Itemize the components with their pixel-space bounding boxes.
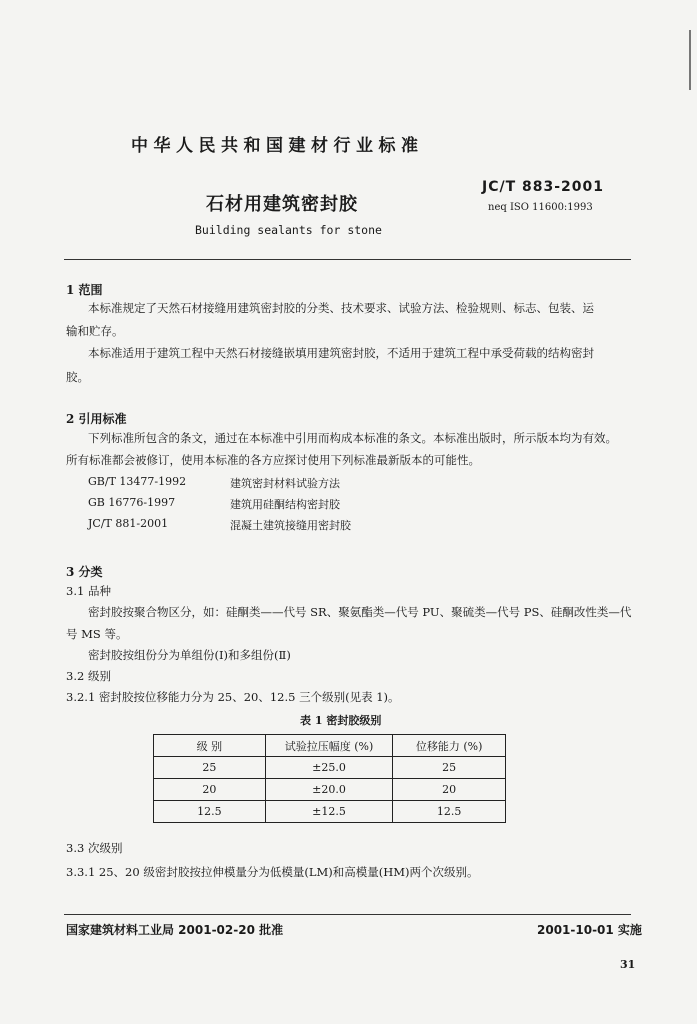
organization-title: 中华人民共和国建材行业标准	[131, 136, 424, 156]
standard-reference: neq ISO 11600:1993	[488, 202, 593, 213]
subsection-3-3-1: 3.3.1 25、20 级密封胶按拉伸模量分为低模量(LM)和高模量(HM)两个次级别。	[66, 865, 479, 879]
table-cell: 12.5	[393, 801, 506, 823]
section2-heading: 2 引用标准	[66, 412, 127, 426]
issuer-approval: 国家建筑材料工业局 2001-02-20 批准	[66, 923, 284, 937]
table-cell: ±12.5	[265, 801, 393, 823]
section3-heading: 3 分类	[66, 565, 103, 579]
header-divider	[64, 259, 631, 260]
table-cell: ±20.0	[265, 779, 393, 801]
subsection-3-1-p2: 密封胶按组份分为单组份(Ⅰ)和多组份(Ⅱ)	[88, 648, 291, 662]
section1-p2-line2: 胶。	[66, 370, 89, 384]
subsection-3-3: 3.3 次级别	[66, 841, 123, 855]
page-number: 31	[620, 958, 636, 971]
footer-divider	[64, 914, 631, 915]
ref-code-1: GB/T 13477-1992	[88, 475, 187, 488]
ref-code-3: JC/T 881-2001	[88, 517, 169, 530]
subsection-3-1-p1-line1: 密封胶按聚合物区分，如：硅酮类——代号 SR、聚氨酯类—代号 PU、聚硫类—代号 PS、硅酮改性类—代	[88, 605, 632, 619]
section1-heading: 1 范围	[66, 283, 103, 297]
table-header-cell: 级 别	[154, 735, 266, 757]
section2-p1-line1: 下列标准所包含的条文，通过在本标准中引用而构成本标准的条文。本标准出版时，所示版本均为有效。	[88, 431, 617, 445]
document-title-cn: 石材用建筑密封胶	[206, 194, 358, 215]
section1-p2-line1: 本标准适用于建筑工程中天然石材接缝嵌填用建筑密封胶，不适用于建筑工程中承受荷载的结构密封	[88, 346, 594, 360]
table-header-cell: 试验拉压幅度 (%)	[265, 735, 393, 757]
table-cell: 25	[154, 757, 266, 779]
table-header-row	[154, 735, 506, 757]
table-cell: 25	[393, 757, 506, 779]
effective-date: 2001-10-01 实施	[537, 923, 642, 937]
ref-name-1: 建筑密封材料试验方法	[230, 477, 340, 490]
table-caption: 表 1 密封胶级别	[300, 714, 382, 727]
subsection-3-2: 3.2 级别	[66, 669, 111, 683]
table-header-cell: 位移能力 (%)	[393, 735, 506, 757]
table-cell: ±25.0	[265, 757, 393, 779]
standard-code: JC/T 883-2001	[482, 179, 605, 195]
subsection-3-1: 3.1 品种	[66, 584, 111, 598]
subsection-3-2-1: 3.2.1 密封胶按位移能力分为 25、20、12.5 三个级别(见表 1)。	[66, 690, 400, 704]
scan-edge-mark	[689, 30, 691, 90]
table-row	[154, 757, 506, 779]
grade-table	[153, 734, 506, 823]
table-cell: 20	[154, 779, 266, 801]
section1-p1-line1: 本标准规定了天然石材接缝用建筑密封胶的分类、技术要求、试验方法、检验规则、标志、包装、运	[88, 301, 594, 315]
table-cell: 20	[393, 779, 506, 801]
subsection-3-1-p1-line2: 号 MS 等。	[66, 627, 128, 641]
document-title-en: Building sealants for stone	[195, 223, 382, 237]
table-row	[154, 801, 506, 823]
section1-p1-line2: 输和贮存。	[66, 324, 124, 338]
table-row	[154, 779, 506, 801]
ref-name-3: 混凝土建筑接缝用密封胶	[230, 519, 351, 532]
section2-p1-line2: 所有标准都会被修订，使用本标准的各方应探讨使用下列标准最新版本的可能性。	[66, 453, 480, 467]
ref-name-2: 建筑用硅酮结构密封胶	[230, 498, 340, 511]
ref-code-2: GB 16776-1997	[88, 496, 176, 509]
table-cell: 12.5	[154, 801, 266, 823]
